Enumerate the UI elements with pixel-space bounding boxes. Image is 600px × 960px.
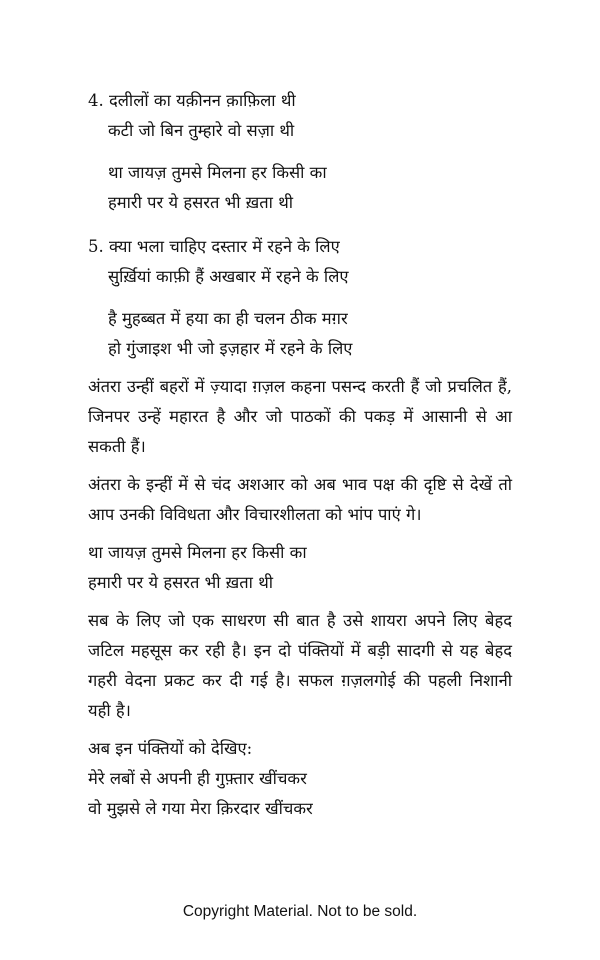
paragraph-line: गहरी वेदना प्रकट कर दी गई है। सफल ग़ज़लगोई की पहली निशानी	[88, 671, 512, 690]
paragraph-line: जिनपर उन्हें महारत है और जो पाठकों की पकड़ में आसानी से आ	[88, 407, 512, 426]
paragraph-line: जटिल महसूस कर रही है। इन दो पंक्तियों में बड़ी सादगी से यह बेहद	[88, 641, 512, 660]
verse-4	[88, 86, 512, 218]
quote-line: हमारी पर ये हसरत भी ख़ता थी	[88, 573, 274, 592]
copyright-footer: Copyright Material. Not to be sold.	[182, 903, 418, 920]
quote-2	[88, 764, 512, 824]
paragraph-line: आप उनकी विविधता और विचारशीलता को भांप पाएं गे।	[88, 505, 422, 524]
verse-line: सुर्ख़ियां काफ़ी हैं अखबार में रहने के लिए	[108, 267, 349, 286]
quote-1	[88, 538, 512, 598]
quote-line: था जायज़ तुमसे मिलना हर किसी का	[88, 543, 307, 562]
paragraph-line: सकती हैं।	[88, 437, 146, 456]
paragraph-line: अंतरा के इन्हीं में से चंद अशआर को अब भाव पक्ष की दृष्टि से देखें तो	[88, 475, 512, 494]
verse-line: हमारी पर ये हसरत भी ख़ता थी	[108, 193, 294, 212]
paragraph-line: सब के लिए जो एक साधरण सी बात है उसे शायरा अपने लिए बेहद	[88, 611, 512, 630]
intro-line: अब इन पंक्तियों को देखिए:	[88, 739, 253, 758]
verse-line: कटी जो बिन तुम्हारे वो सज़ा थी	[108, 121, 295, 140]
paragraph-line: यही है।	[88, 701, 131, 720]
paragraph-2	[88, 470, 512, 530]
verse-line: था जायज़ तुमसे मिलना हर किसी का	[108, 163, 327, 182]
quote-line: मेरे लबों से अपनी ही गुफ़्तार खींचकर	[88, 769, 307, 788]
page-body	[88, 86, 512, 824]
verse-line: 4. दलीलों का यक़ीनन क़ाफ़िला थी	[88, 91, 296, 110]
quote-line: वो मुझसे ले गया मेरा क़िरदार खींचकर	[88, 799, 313, 818]
paragraph-line: अंतरा उन्हीं बहरों में ज़्यादा ग़ज़ल कहना पसन्द करती हैं जो प्रचलित हैं,	[88, 377, 512, 396]
paragraph-3	[88, 606, 512, 726]
verse-line: 5. क्या भला चाहिए दस्तार में रहने के लिए	[88, 237, 340, 256]
paragraph-1	[88, 372, 512, 462]
verse-line: है मुहब्बत में हया का ही चलन ठीक मग़र	[108, 309, 348, 328]
verse-5	[88, 232, 512, 364]
verse-line: हो गुंजाइश भी जो इज़हार में रहने के लिए	[108, 339, 353, 358]
